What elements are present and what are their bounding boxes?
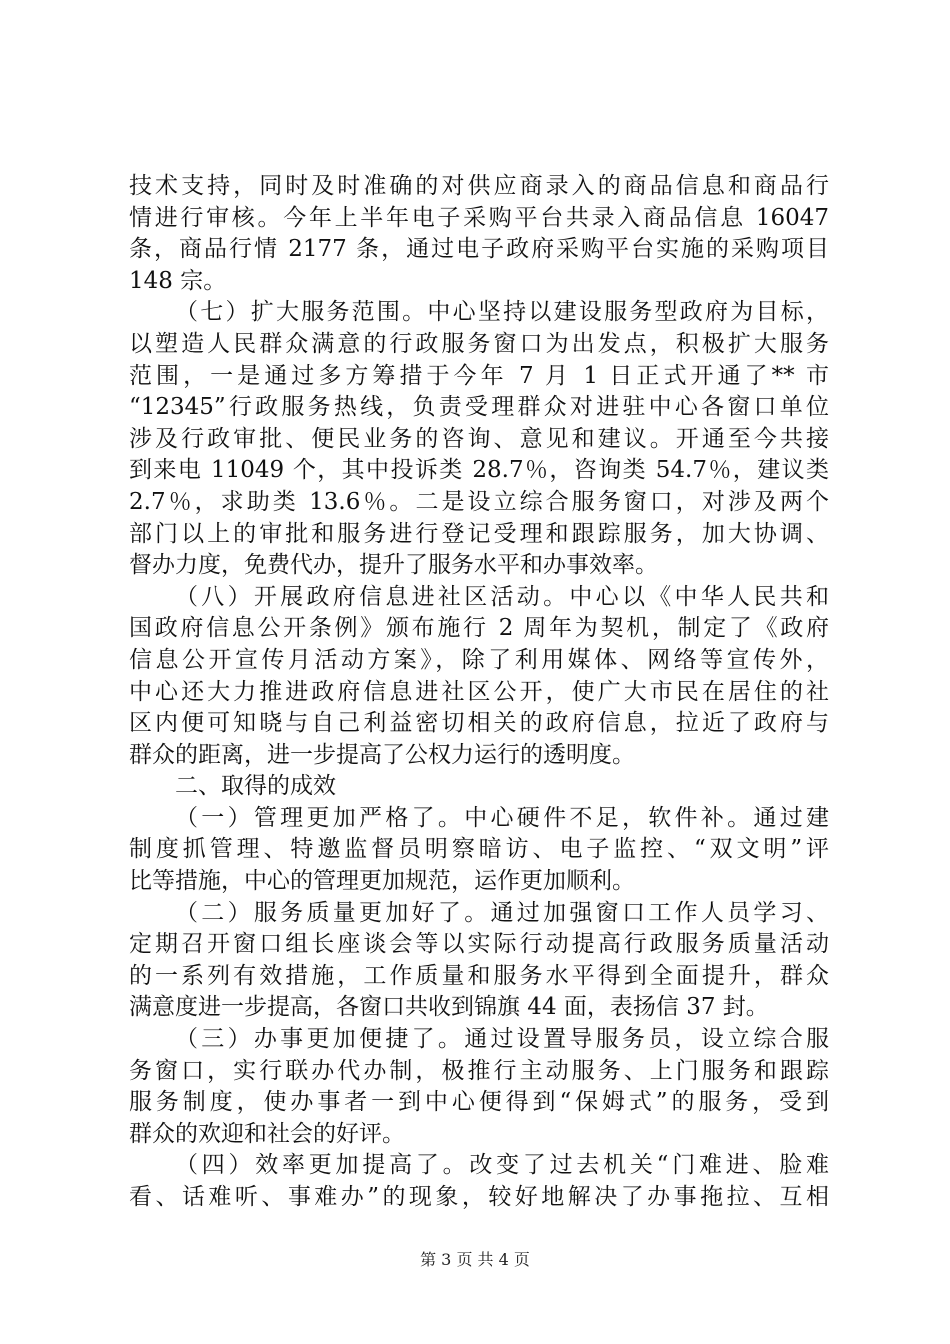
text-line: 满意度进一步提高，各窗口共收到锦旗 44 面，表扬信 37 封。	[129, 994, 769, 1021]
text-line: 看、话难听、事难办”的现象，较好地解决了办事拖拉、互相	[129, 1184, 829, 1210]
text-line: （二）服务质量更加好了。通过加强窗口工作人员学习、	[175, 899, 829, 926]
text-line: “12345”行政服务热线，负责受理群众对进驻中心各窗口单位	[129, 394, 829, 421]
text-line: 信息公开宣传月活动方案》，除了利用媒体、网络等宣传外，	[129, 646, 829, 673]
text-line: 服务制度，使办事者一到中心便得到“保姆式”的服务，受到	[129, 1089, 829, 1116]
text-line: 国政府信息公开条例》颁布施行 2 周年为契机，制定了《政府	[129, 615, 829, 642]
text-line: 情进行审核。今年上半年电子采购平台共录入商品信息 16047	[129, 204, 829, 231]
text-line: 范围，一是通过多方筹措于今年 7 月 1 日正式开通了** 市	[129, 362, 829, 389]
text-line: 群众的欢迎和社会的好评。	[129, 1120, 405, 1147]
text-line: 以塑造人民群众满意的行政服务窗口为出发点，积极扩大服务	[129, 330, 829, 357]
text-line: 务窗口，实行联办代办制，极推行主动服务、上门服务和跟踪	[129, 1057, 829, 1084]
text-line: 比等措施，中心的管理更加规范，运作更加顺利。	[129, 868, 635, 895]
text-line: 到来电 11049 个，其中投诉类 28.7％，咨询类 54.7％，建议类	[129, 457, 829, 484]
text-line: 督办力度，免费代办，提升了服务水平和办事效率。	[129, 552, 658, 579]
text-line: （七）扩大服务范围。中心坚持以建设服务型政府为目标，	[175, 299, 829, 326]
text-line: 区内便可知晓与自己利益密切相关的政府信息，拉近了政府与	[129, 710, 829, 737]
text-line: 制度抓管理、特邀监督员明察暗访、电子监控、“双文明”评	[129, 836, 829, 863]
text-line: 群众的距离，进一步提高了公权力运行的透明度。	[129, 741, 635, 768]
text-line: 部门以上的审批和服务进行登记受理和跟踪服务，加大协调、	[129, 520, 829, 547]
text-line: 涉及行政审批、便民业务的咨询、意见和建议。开通至今共接	[129, 425, 829, 452]
text-line: （一）管理更加严格了。中心硬件不足，软件补。通过建	[175, 804, 829, 831]
text-line: 中心还大力推进政府信息进社区公开，使广大市民在居住的社	[129, 678, 829, 705]
text-line: 148 宗。	[129, 267, 227, 294]
text-line: 定期召开窗口组长座谈会等以实际行动提高行政服务质量活动	[129, 931, 829, 958]
text-line: 技术支持，同时及时准确的对供应商录入的商品信息和商品行	[129, 173, 829, 199]
text-line: 二、取得的成效	[175, 773, 336, 800]
text-line: 2.7％，求助类 13.6％。二是设立综合服务窗口，对涉及两个	[129, 488, 829, 515]
document-body	[129, 171, 829, 1214]
text-line: 的一系列有效措施，工作质量和服务水平得到全面提升，群众	[129, 962, 829, 989]
page-footer: 第 3 页 共 4 页	[420, 1250, 530, 1269]
text-line: （四）效率更加提高了。改变了过去机关“门难进、脸难	[175, 1152, 829, 1179]
text-line: 条，商品行情 2177 条，通过电子政府采购平台实施的采购项目	[129, 236, 829, 263]
text-line: （三）办事更加便捷了。通过设置导服务员，设立综合服	[175, 1026, 829, 1053]
text-line: （八）开展政府信息进社区活动。中心以《中华人民共和	[175, 583, 829, 610]
